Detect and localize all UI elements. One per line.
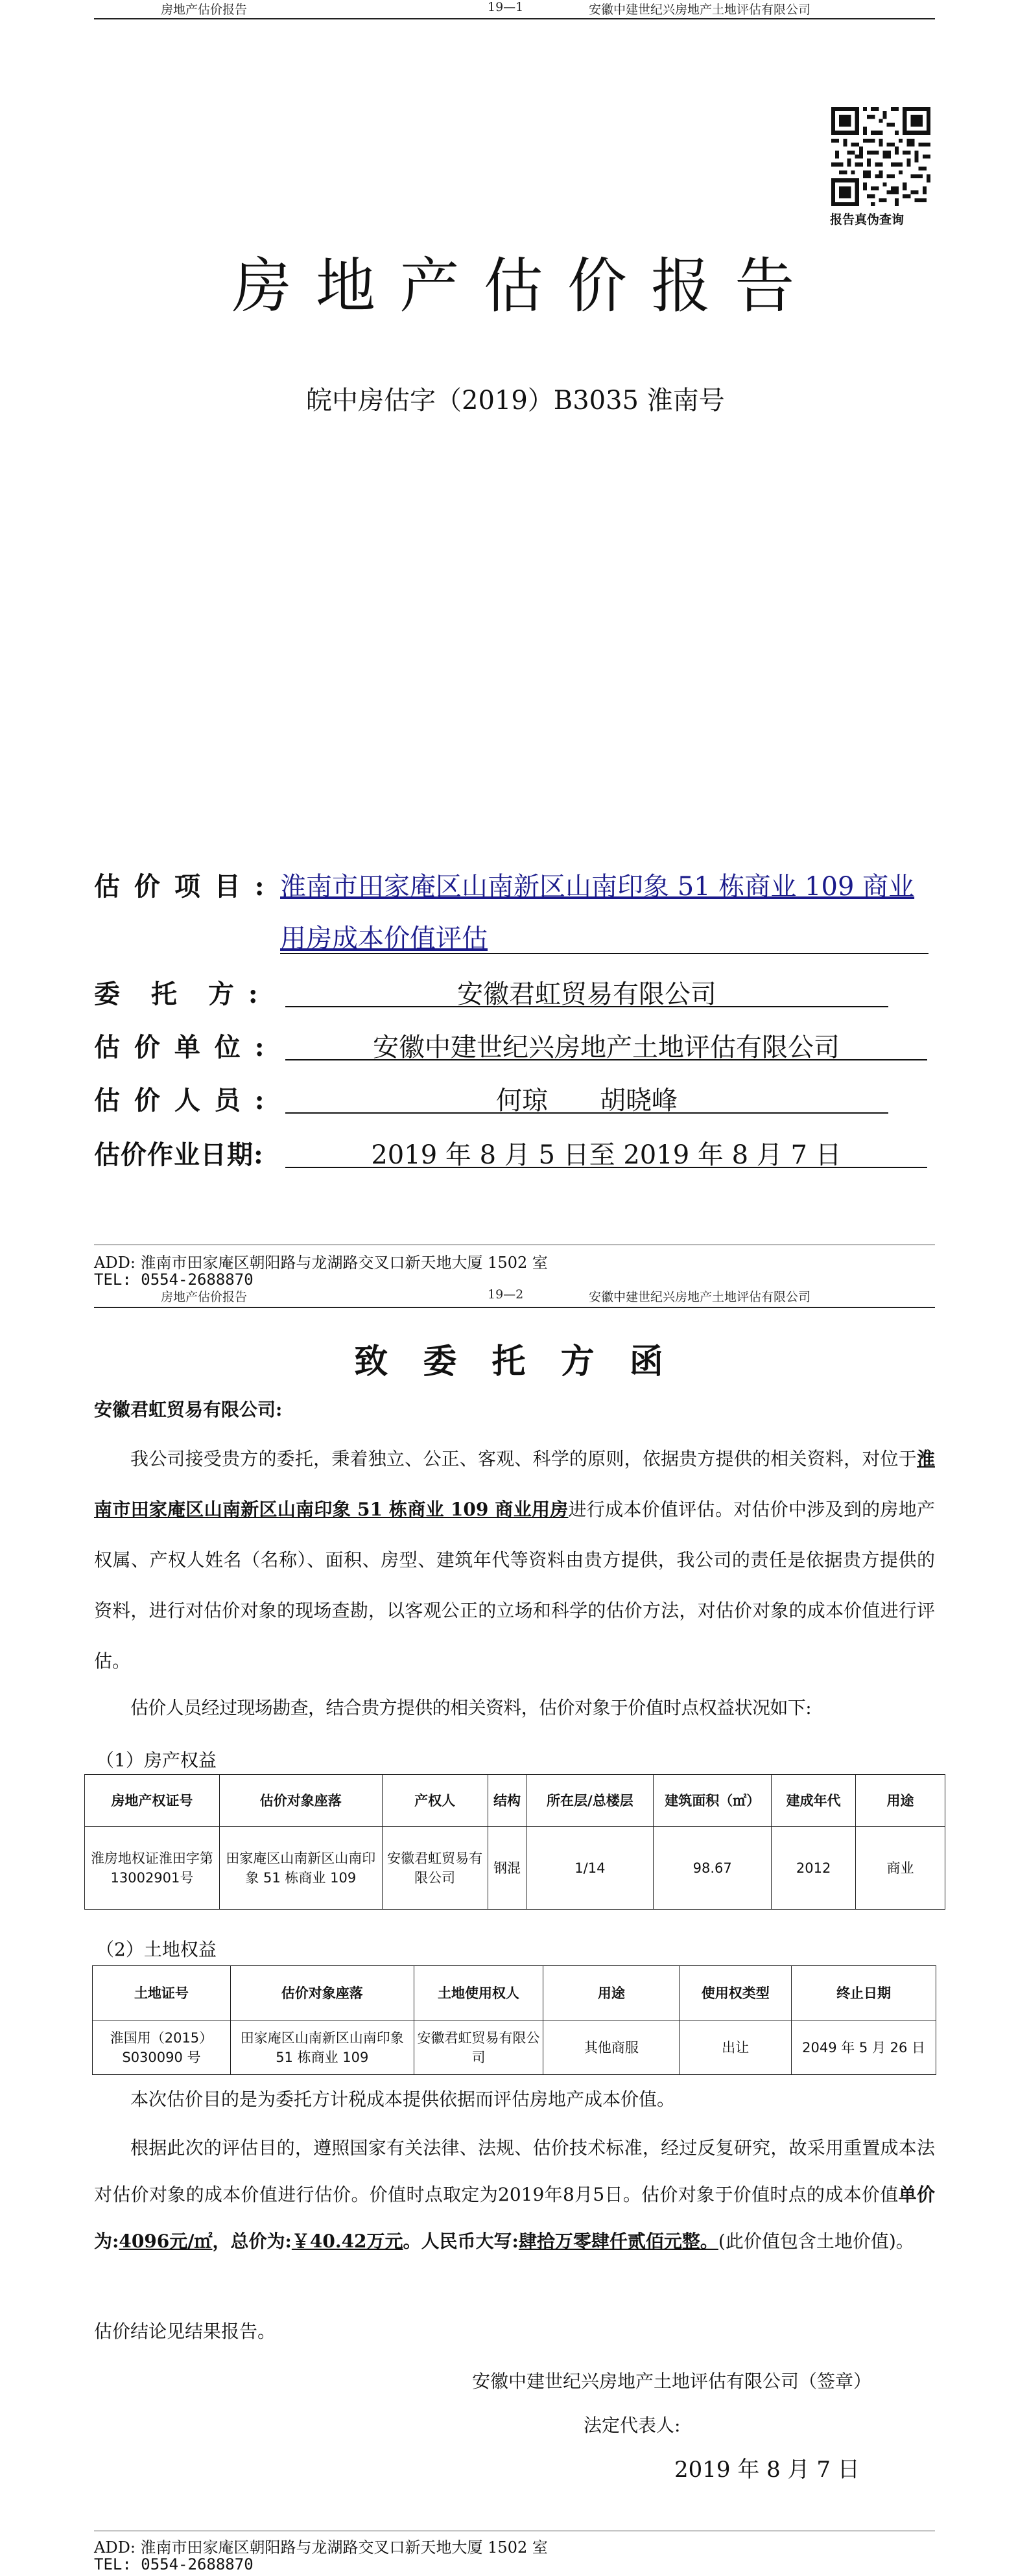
table-header-cell: 建筑面积（㎡）	[654, 1775, 772, 1827]
table-cell: 淮房地权证淮田字第13002901号	[85, 1827, 220, 1910]
paragraph-conclusion	[94, 2125, 935, 2265]
qr-caption: 报告真伪查询	[830, 213, 905, 227]
date-underline	[285, 1167, 927, 1168]
date-label: 估价作业日期:	[94, 1140, 264, 1170]
table-row	[85, 1827, 945, 1910]
table-header-cell: 所在层/总楼层	[526, 1775, 654, 1827]
table-cell: 2049 年 5 月 26 日	[792, 2020, 936, 2075]
header-page-number: 19—2	[488, 1287, 524, 1302]
appraisers-value: 何琼 胡晓峰	[496, 1086, 678, 1116]
property-rights-table	[84, 1774, 945, 1910]
table-row	[93, 2020, 936, 2075]
paragraph-commission-c: 进行成本价值评估。对估价中涉及到的房地产权属、产权人姓名（名称）、面积、房型、建筑年代等资料由贵方提供，我公司的责任是依据贵方提供的资料，进行对估价对象的现场查勘，以客观公正的立场和科学的估价方法，对估价对象的成本价值进行评估。	[94, 1499, 935, 1672]
appraisers-underline	[285, 1112, 888, 1114]
signature-legal-rep: 法定代表人:	[584, 2415, 681, 2436]
project-label: 估 价 项 目 :	[94, 871, 267, 902]
project-value-line1: 淮南市田家庵区山南新区山南印象 51 栋商业 109 商业	[280, 872, 915, 902]
table-header-cell: 产权人	[382, 1775, 488, 1827]
property-address-highlight: 淮南市田家庵区山南新区山南印象 51 栋商业 109 商业用房	[94, 1448, 935, 1520]
table-cell: 其他商服	[543, 2020, 680, 2075]
footer-tel: TEL: 0554-2688870	[94, 2555, 254, 2573]
footer-address: ADD: 淮南市田家庵区朝阳路与龙湖路交叉口新天地大厦 1502 室	[94, 1254, 548, 1272]
footer-tel: TEL: 0554-2688870	[94, 1270, 254, 1289]
paragraph-conclusion-a: 根据此次的评估目的，遵照国家有关法律、法规、估价技术标准，经过反复研究，故采用重置成本法对估价对象的成本价值进行估价。价值时点取定为2019年8月5日。估价对象于价值时点的成本价值	[94, 2137, 935, 2205]
unit-price-label: 单价为:	[94, 2184, 935, 2252]
table-header-cell: 估价对象座落	[230, 1966, 414, 2020]
table-header-cell: 房地产权证号	[85, 1775, 220, 1827]
table-cell: 田家庵区山南新区山南印象 51 栋商业 109	[230, 2020, 414, 2075]
date-value: 2019 年 8 月 5 日至 2019 年 8 月 7 日	[371, 1140, 842, 1170]
table1-caption: （1）房产权益	[96, 1750, 217, 1771]
paragraph-see-report: 估价结论见结果报告。	[94, 2321, 276, 2342]
table-cell: 98.67	[654, 1827, 772, 1910]
table-header-cell: 用途	[856, 1775, 945, 1827]
table-cell: 淮国用（2015）S030090 号	[93, 2020, 231, 2075]
header-rule	[94, 1307, 935, 1308]
total-price-label: ，总价为:	[212, 2231, 292, 2252]
table-cell: 田家庵区山南新区山南印象 51 栋商业 109	[219, 1827, 382, 1910]
paragraph-purpose: 本次估价目的是为委托方计税成本提供依据而评估房地产成本价值。	[130, 2089, 676, 2110]
header-right: 安徽中建世纪兴房地产土地评估有限公司	[589, 1290, 811, 1304]
land-rights-table	[92, 1965, 936, 2075]
paragraph-survey: 估价人员经过现场勘查，结合贵方提供的相关资料，估价对象于价值时点权益状况如下:	[130, 1697, 812, 1718]
salutation: 安徽君虹贸易有限公司:	[94, 1399, 283, 1420]
org-value: 安徽中建世纪兴房地产土地评估有限公司	[373, 1033, 840, 1062]
report-number: 皖中房估字（2019）B3035 淮南号	[306, 386, 725, 416]
unit-price-value: 4096元/㎡	[119, 2231, 213, 2252]
appraisers-label: 估 价 人 员 :	[94, 1085, 267, 1116]
total-price-value: ￥40.42万元	[291, 2231, 403, 2252]
table-header-cell: 建成年代	[772, 1775, 856, 1827]
table-header-row	[93, 1966, 936, 2020]
table-cell: 钢混	[488, 1827, 526, 1910]
table-header-cell: 终止日期	[792, 1966, 936, 2020]
table-cell: 商业	[856, 1827, 945, 1910]
amount-words-label: 。人民币大写:	[403, 2231, 519, 2252]
table-header-cell: 估价对象座落	[219, 1775, 382, 1827]
table2-caption: （2）土地权益	[96, 1939, 217, 1960]
project-underline	[280, 953, 928, 954]
report-title: 房 地 产 估 价 报 告	[231, 252, 798, 321]
paragraph-commission	[94, 1434, 935, 1687]
client-underline	[285, 1006, 888, 1007]
table-cell: 安徽君虹贸易有限公司	[382, 1827, 488, 1910]
org-underline	[285, 1059, 927, 1060]
table-cell: 1/14	[526, 1827, 654, 1910]
footer-address: ADD: 淮南市田家庵区朝阳路与龙湖路交叉口新天地大厦 1502 室	[94, 2538, 548, 2557]
client-label: 委 托 方 :	[94, 979, 261, 1009]
qr-code-icon[interactable]	[831, 107, 930, 206]
table-header-cell: 土地证号	[93, 1966, 231, 2020]
header-rule	[94, 18, 935, 19]
table-header-cell: 使用权类型	[680, 1966, 792, 2020]
table-header-cell: 土地使用权人	[414, 1966, 543, 2020]
table-header-row	[85, 1775, 945, 1827]
table-cell: 安徽君虹贸易有限公司	[414, 2020, 543, 2075]
header-left: 房地产估价报告	[161, 1290, 248, 1304]
paragraph-commission-a: 我公司接受贵方的委托，秉着独立、公正、客观、科学的原则，依据贵方提供的相关资料，对位于	[130, 1448, 917, 1469]
header-right: 安徽中建世纪兴房地产土地评估有限公司	[589, 3, 811, 17]
org-label: 估 价 单 位 :	[94, 1032, 267, 1062]
table-cell: 2012	[772, 1827, 856, 1910]
table-cell: 出让	[680, 2020, 792, 2075]
amount-words-value: 肆拾万零肆仟贰佰元整。	[518, 2231, 718, 2252]
signature-company: 安徽中建世纪兴房地产土地评估有限公司（签章）	[472, 2371, 872, 2392]
table-header-cell: 用途	[543, 1966, 680, 2020]
client-value: 安徽君虹贸易有限公司	[457, 979, 716, 1009]
table-header-cell: 结构	[488, 1775, 526, 1827]
header-left: 房地产估价报告	[161, 3, 248, 17]
paragraph-conclusion-tail: (此价值包含土地价值)。	[718, 2231, 914, 2252]
project-value-line2: 用房成本价值评估	[280, 924, 488, 954]
header-page-number: 19—1	[488, 0, 524, 14]
signature-date: 2019 年 8 月 7 日	[674, 2457, 860, 2483]
letter-title: 致 委 托 方 函	[354, 1342, 675, 1381]
